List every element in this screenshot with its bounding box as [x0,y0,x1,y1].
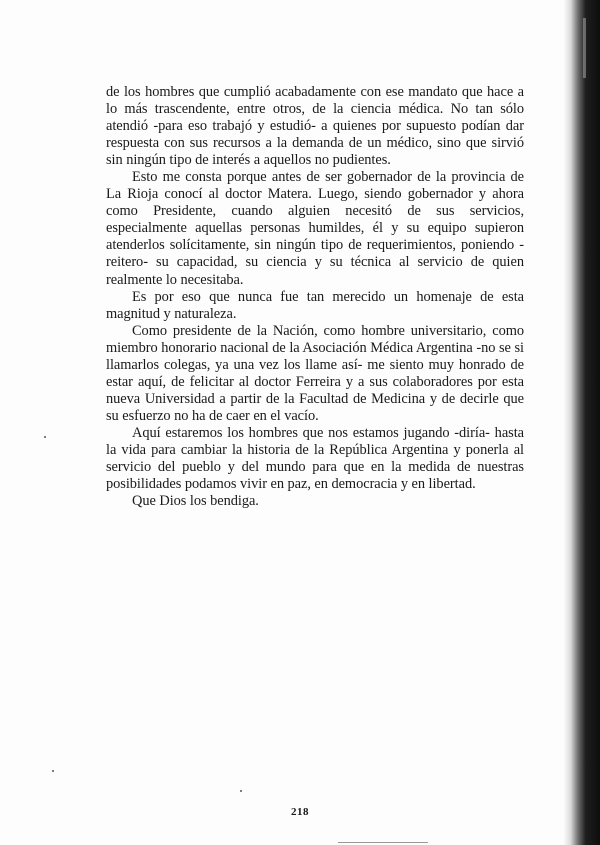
paragraph-6: Que Dios los bendiga. [132,493,259,510]
paragraph-2: Esto me consta porque antes de ser gobernador de la provincia de La Rioja conocí al doctor Matera. Luego, siendo gobernador y ahora como Presidente, cuando alguien necesitó de sus servicios, especialmente aquellas personas humildes, él y su equipo supieron atenderlos solícitamente, sin ningún tipo de requerimientos, poniendo -reitero- su capacidad, su ciencia y su técnica al servicio de quien realmente lo necesitaba. [106,169,524,288]
book-binding-edge [564,0,600,845]
paragraph-1: de los hombres que cumplió acabadamente con ese mandato que hace a lo más trascendente, entre otros, de la ciencia médica. No tan sólo atendió -para eso trabajó y estudió- a quienes por supuesto podían dar respuesta con sus recursos a la demanda de un médico, sino que sirvió sin ningún tipo de interés a aquellos no pudientes. [106,84,524,169]
scan-speck [240,790,242,792]
binding-mark [583,18,586,78]
paragraph-3: Es por eso que nunca fue tan merecido un homenaje de esta magnitud y naturaleza. [106,288,524,322]
paragraph-5: Aquí estaremos los hombres que nos estamos jugando -diría- hasta la vida para cambiar la historia de la República Argentina y ponerla al servicio del pueblo y del mundo para que en la medida de nuestras posibilidades podamos vivir en paz, en democracia y en libertad. [106,424,524,493]
paragraph-4: Como presidente de la Nación, como hombre universitario, como miembro honorario nacional de la Asociación Médica Argentina -no se si llamarlos colegas, ya una vez los llame así- me siento muy honrado de estar aquí, de felicitar al doctor Ferreira y a sus colaboradores por esta nueva Universidad a partir de la Facultad de Medicina y de decirle que su esfuerzo no ha de caer en el vacío. [106,322,524,424]
page-number: 218 [291,806,309,818]
body-text [106,84,524,510]
scan-speck [52,770,54,772]
scan-edge-line [338,842,428,843]
scan-speck [44,436,46,438]
